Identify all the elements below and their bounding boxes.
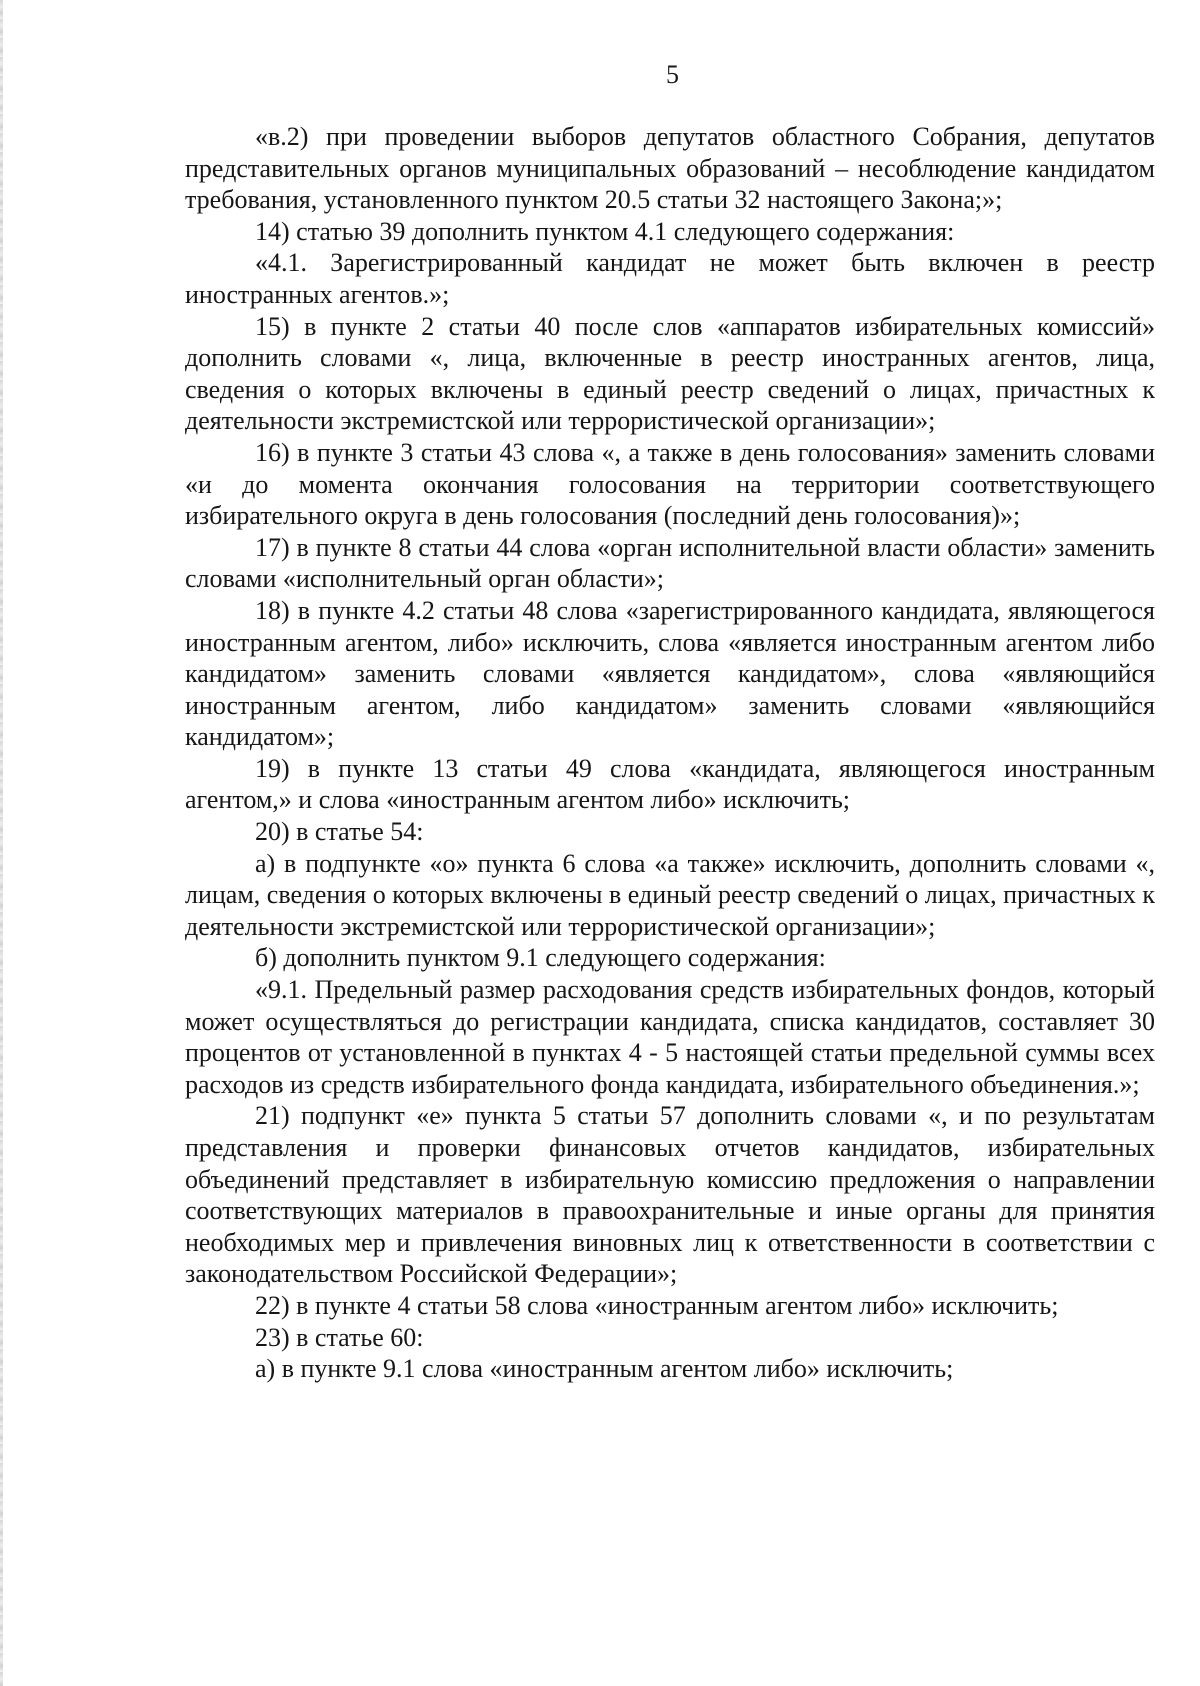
paragraph-clause-9-1: «9.1. Предельный размер расходования средств избирательных фондов, который может осуществляться до регистрации кандидата, списка кандидатов, составляет 30 процентов от установленной в пунктах 4 - 5 настоящей статьи предельной суммы всех расходов из средств избирательного фонда кандидата, избирательного объединения.»;	[185, 975, 1155, 1099]
paragraph-item-20-b: б) дополнить пунктом 9.1 следующего содержания:	[255, 943, 826, 973]
paragraph-item-16: 16) в пункте 3 статьи 43 слова «, а также в день голосования» заменить словами «и до момента окончания голосования на территории соответствующего избирательного округа в день голосования (последний день голосования)»;	[185, 437, 1155, 531]
paragraph-v2-clause: «в.2) при проведении выборов депутатов областного Собрания, депутатов представительных органов муниципальных образований – несоблюдение кандидатом требования, установленного пунктом 20.5 статьи 32 настоящего Закона;»;	[185, 122, 1155, 215]
paragraph-item-20-a: а) в подпункте «о» пункта 6 слова «а также» исключить, дополнить словами «, лицам, сведения о которых включены в единый реестр сведений о лицах, причастных к деятельности экстремистской или террористической организации»;	[185, 848, 1155, 941]
paragraph-item-21: 21) подпункт «е» пункта 5 статьи 57 дополнить словами «, и по результатам представления и проверки финансовых отчетов кандидатов, избирательных объединений представляет в избирательную комиссию предложения о направлении соответствующих материалов в правоохранительные и иные органы для принятия необходимых мер и привлечения виновных лиц к ответственности в соответствии с законодательством Российской Федерации»;	[185, 1101, 1155, 1289]
paragraph-item-19: 19) в пункте 13 статьи 49 слова «кандидата, являющегося иностранным агентом,» и слова «иностранным агентом либо» исключить;	[185, 753, 1155, 815]
paragraph-item-23: 23) в статье 60:	[255, 1322, 424, 1352]
paragraph-item-22: 22) в пункте 4 статьи 58 слова «иностранным агентом либо» исключить;	[255, 1290, 1059, 1320]
paragraph-item-20: 20) в статье 54:	[255, 817, 424, 847]
paragraph-clause-4-1: «4.1. Зарегистрированный кандидат не может быть включен в реестр иностранных агентов.»;	[185, 248, 1155, 309]
page-number: 5	[666, 60, 679, 89]
paragraph-item-14: 14) статью 39 дополнить пунктом 4.1 следующего содержания:	[255, 216, 955, 246]
scan-edge-shadow	[0, 0, 3, 1686]
paragraph-item-17: 17) в пункте 8 статьи 44 слова «орган исполнительной власти области» заменить словами «исполнительный орган области»;	[185, 532, 1155, 594]
paragraph-item-23-a: а) в пункте 9.1 слова «иностранным агентом либо» исключить;	[255, 1354, 954, 1384]
paragraph-item-18: 18) в пункте 4.2 статьи 48 слова «зарегистрированного кандидата, являющегося иностранным агентом, либо» исключить, слова «является иностранным агентом либо кандидатом» заменить словами «является кандидатом», слова «являющийся иностранным агентом, либо кандидатом» заменить словами «являющийся кандидатом»;	[185, 595, 1155, 752]
document-body	[185, 121, 1155, 1385]
paragraph-item-15: 15) в пункте 2 статьи 40 после слов «аппаратов избирательных комиссий» дополнить словами «, лица, включенные в реестр иностранных агентов, лица, сведения о которых включены в единый реестр сведений о лицах, причастных к деятельности экстремистской или террористической организации»;	[185, 311, 1155, 436]
